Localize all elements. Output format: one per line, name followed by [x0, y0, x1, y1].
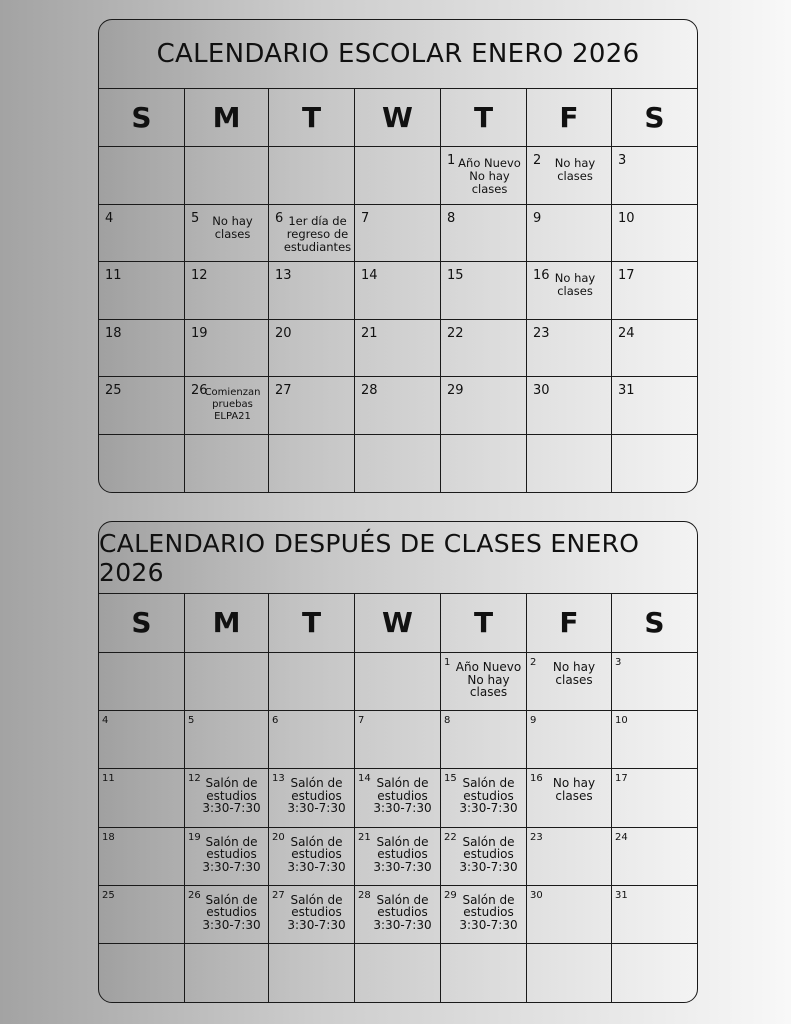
day-number: 27: [272, 889, 285, 901]
day-number: 20: [275, 325, 292, 341]
day-number: 31: [615, 889, 628, 901]
day-cell: [612, 944, 697, 1002]
day-cell: [612, 435, 697, 493]
day-cell: [355, 828, 441, 886]
day-cell: [355, 320, 441, 378]
day-number: 4: [105, 210, 114, 226]
day-number: 14: [361, 268, 378, 283]
day-number: 24: [615, 831, 628, 843]
day-number: 2: [533, 153, 542, 168]
day-number: 19: [188, 831, 201, 843]
day-cell: [185, 205, 269, 263]
day-cell: [355, 653, 441, 711]
day-note: 1er día de regreso de estudiantes: [283, 213, 352, 254]
afterschool-calendar-grid: [99, 593, 697, 1002]
day-cell: [99, 262, 185, 320]
day-number: 25: [102, 889, 115, 901]
day-number: 6: [275, 210, 284, 226]
day-cell: [527, 147, 612, 205]
day-number: 16: [533, 268, 550, 283]
day-number: 13: [275, 268, 292, 283]
day-note: Año Nuevo No hay clases: [455, 660, 522, 699]
day-number: 16: [530, 773, 543, 785]
day-cell: [269, 377, 355, 435]
day-cell: [99, 886, 185, 944]
day-number: 3: [618, 153, 627, 168]
day-cell: [441, 711, 527, 769]
day-number: 18: [105, 325, 122, 341]
day-cell: [355, 435, 441, 493]
weekday-header: W: [355, 593, 441, 653]
day-cell: [99, 377, 185, 435]
day-cell: [612, 886, 697, 944]
day-cell: [185, 320, 269, 378]
day-cell: [612, 828, 697, 886]
day-note: Comienzan pruebas ELPA21: [204, 387, 261, 422]
day-cell: [355, 262, 441, 320]
day-number: 28: [358, 889, 371, 901]
day-cell: [527, 886, 612, 944]
day-number: 5: [188, 715, 195, 727]
day-note: No hay clases: [552, 776, 596, 803]
day-cell: [441, 435, 527, 493]
day-number: 10: [618, 210, 635, 226]
day-number: 17: [615, 773, 628, 785]
day-note: Salón de estudios 3:30-7:30: [202, 776, 261, 816]
day-cell: [612, 711, 697, 769]
day-number: 22: [444, 831, 457, 843]
day-cell: [269, 262, 355, 320]
day-cell: [527, 377, 612, 435]
day-number: 24: [618, 325, 635, 341]
day-cell: [185, 711, 269, 769]
day-cell: [527, 320, 612, 378]
weekday-header: S: [99, 88, 185, 147]
day-number: 5: [191, 210, 200, 226]
day-cell: [99, 769, 185, 827]
day-cell: [269, 320, 355, 378]
day-cell: [185, 944, 269, 1002]
day-number: 30: [533, 383, 550, 398]
day-note: Año Nuevo No hay clases: [458, 156, 521, 196]
afterschool-calendar-title: CALENDARIO DESPUÉS DE CLASES ENERO 2026: [99, 522, 697, 594]
day-number: 20: [272, 831, 285, 843]
day-cell: [185, 262, 269, 320]
day-cell: [527, 205, 612, 263]
day-number: 14: [358, 773, 371, 785]
day-cell: [355, 886, 441, 944]
day-cell: [99, 435, 185, 493]
day-cell: [527, 828, 612, 886]
day-cell: [441, 262, 527, 320]
day-number: 10: [615, 715, 628, 727]
day-note: No hay clases: [554, 271, 596, 298]
day-cell: [527, 653, 612, 711]
day-note: Salón de estudios 3:30-7:30: [459, 776, 518, 816]
day-number: 8: [444, 715, 451, 727]
day-number: 1: [447, 153, 456, 168]
day-cell: [99, 828, 185, 886]
day-number: 21: [361, 325, 378, 341]
day-cell: [612, 147, 697, 205]
day-cell: [441, 828, 527, 886]
day-cell: [527, 944, 612, 1002]
day-note: Salón de estudios 3:30-7:30: [459, 834, 518, 874]
day-cell: [269, 435, 355, 493]
day-number: 4: [102, 715, 109, 727]
day-cell: [99, 320, 185, 378]
day-cell: [269, 147, 355, 205]
day-cell: [441, 320, 527, 378]
weekday-header: S: [99, 593, 185, 653]
day-cell: [527, 711, 612, 769]
day-number: 25: [105, 383, 122, 398]
day-cell: [612, 769, 697, 827]
day-cell: [269, 944, 355, 1002]
day-number: 2: [530, 657, 537, 668]
day-note: Salón de estudios 3:30-7:30: [373, 892, 432, 932]
day-cell: [269, 653, 355, 711]
day-number: 6: [272, 715, 279, 727]
day-note: No hay clases: [552, 660, 596, 687]
day-number: 7: [358, 715, 365, 727]
day-cell: [441, 769, 527, 827]
day-number: 9: [530, 715, 537, 727]
day-cell: [269, 828, 355, 886]
day-number: 8: [447, 210, 456, 226]
day-cell: [185, 377, 269, 435]
day-cell: [441, 205, 527, 263]
day-number: 27: [275, 383, 292, 398]
weekday-header: S: [612, 593, 697, 653]
day-cell: [355, 769, 441, 827]
afterschool-calendar: [98, 521, 698, 1003]
day-cell: [441, 944, 527, 1002]
day-number: 11: [102, 773, 115, 785]
day-cell: [185, 886, 269, 944]
day-number: 18: [102, 831, 115, 843]
day-note: No hay clases: [554, 156, 596, 183]
day-cell: [269, 205, 355, 263]
school-calendar-grid: [99, 88, 697, 492]
day-cell: [441, 147, 527, 205]
day-cell: [612, 653, 697, 711]
day-cell: [99, 944, 185, 1002]
day-number: 30: [530, 889, 543, 901]
day-cell: [185, 435, 269, 493]
day-note: Salón de estudios 3:30-7:30: [373, 776, 432, 816]
day-note: Salón de estudios 3:30-7:30: [287, 834, 346, 874]
day-cell: [99, 205, 185, 263]
day-number: 28: [361, 383, 378, 398]
weekday-header: F: [527, 593, 612, 653]
day-number: 7: [361, 210, 370, 226]
weekday-header: F: [527, 88, 612, 147]
day-number: 12: [191, 268, 208, 283]
day-number: 23: [533, 325, 550, 341]
day-cell: [185, 828, 269, 886]
day-number: 1: [444, 657, 451, 668]
day-cell: [441, 653, 527, 711]
day-cell: [99, 653, 185, 711]
day-number: 29: [447, 383, 464, 398]
day-cell: [355, 377, 441, 435]
day-cell: [99, 711, 185, 769]
weekday-header: T: [269, 593, 355, 653]
day-cell: [612, 377, 697, 435]
day-number: 15: [444, 773, 457, 785]
weekday-header: W: [355, 88, 441, 147]
day-number: 26: [191, 383, 208, 398]
day-number: 17: [618, 268, 635, 283]
day-number: 19: [191, 325, 208, 341]
day-cell: [527, 262, 612, 320]
day-cell: [527, 435, 612, 493]
day-cell: [355, 147, 441, 205]
day-number: 31: [618, 383, 635, 398]
day-cell: [185, 769, 269, 827]
day-cell: [527, 769, 612, 827]
day-note: Salón de estudios 3:30-7:30: [287, 892, 346, 932]
school-calendar-title: CALENDARIO ESCOLAR ENERO 2026: [99, 20, 697, 89]
weekday-header: T: [269, 88, 355, 147]
day-note: Salón de estudios 3:30-7:30: [287, 776, 346, 816]
day-cell: [355, 711, 441, 769]
day-cell: [185, 147, 269, 205]
day-cell: [441, 377, 527, 435]
day-note: Salón de estudios 3:30-7:30: [373, 834, 432, 874]
weekday-header: S: [612, 88, 697, 147]
weekday-header: T: [441, 88, 527, 147]
day-number: 21: [358, 831, 371, 843]
day-cell: [269, 711, 355, 769]
day-number: 26: [188, 889, 201, 901]
day-number: 15: [447, 268, 464, 283]
day-number: 29: [444, 889, 457, 901]
day-number: 12: [188, 773, 201, 785]
day-note: No hay clases: [212, 213, 253, 241]
day-number: 22: [447, 325, 464, 341]
day-number: 23: [530, 831, 543, 843]
weekday-header: T: [441, 593, 527, 653]
day-cell: [441, 886, 527, 944]
day-cell: [185, 653, 269, 711]
day-cell: [355, 205, 441, 263]
day-note: Salón de estudios 3:30-7:30: [202, 834, 261, 874]
day-cell: [612, 320, 697, 378]
day-number: 3: [615, 657, 622, 668]
weekday-header: M: [185, 88, 269, 147]
day-cell: [355, 944, 441, 1002]
day-cell: [99, 147, 185, 205]
weekday-header: M: [185, 593, 269, 653]
day-note: Salón de estudios 3:30-7:30: [202, 892, 261, 932]
school-calendar: [98, 19, 698, 493]
day-cell: [612, 205, 697, 263]
day-note: Salón de estudios 3:30-7:30: [459, 892, 518, 932]
day-cell: [269, 886, 355, 944]
day-number: 13: [272, 773, 285, 785]
day-cell: [269, 769, 355, 827]
day-number: 9: [533, 210, 542, 226]
day-cell: [612, 262, 697, 320]
day-number: 11: [105, 268, 122, 283]
